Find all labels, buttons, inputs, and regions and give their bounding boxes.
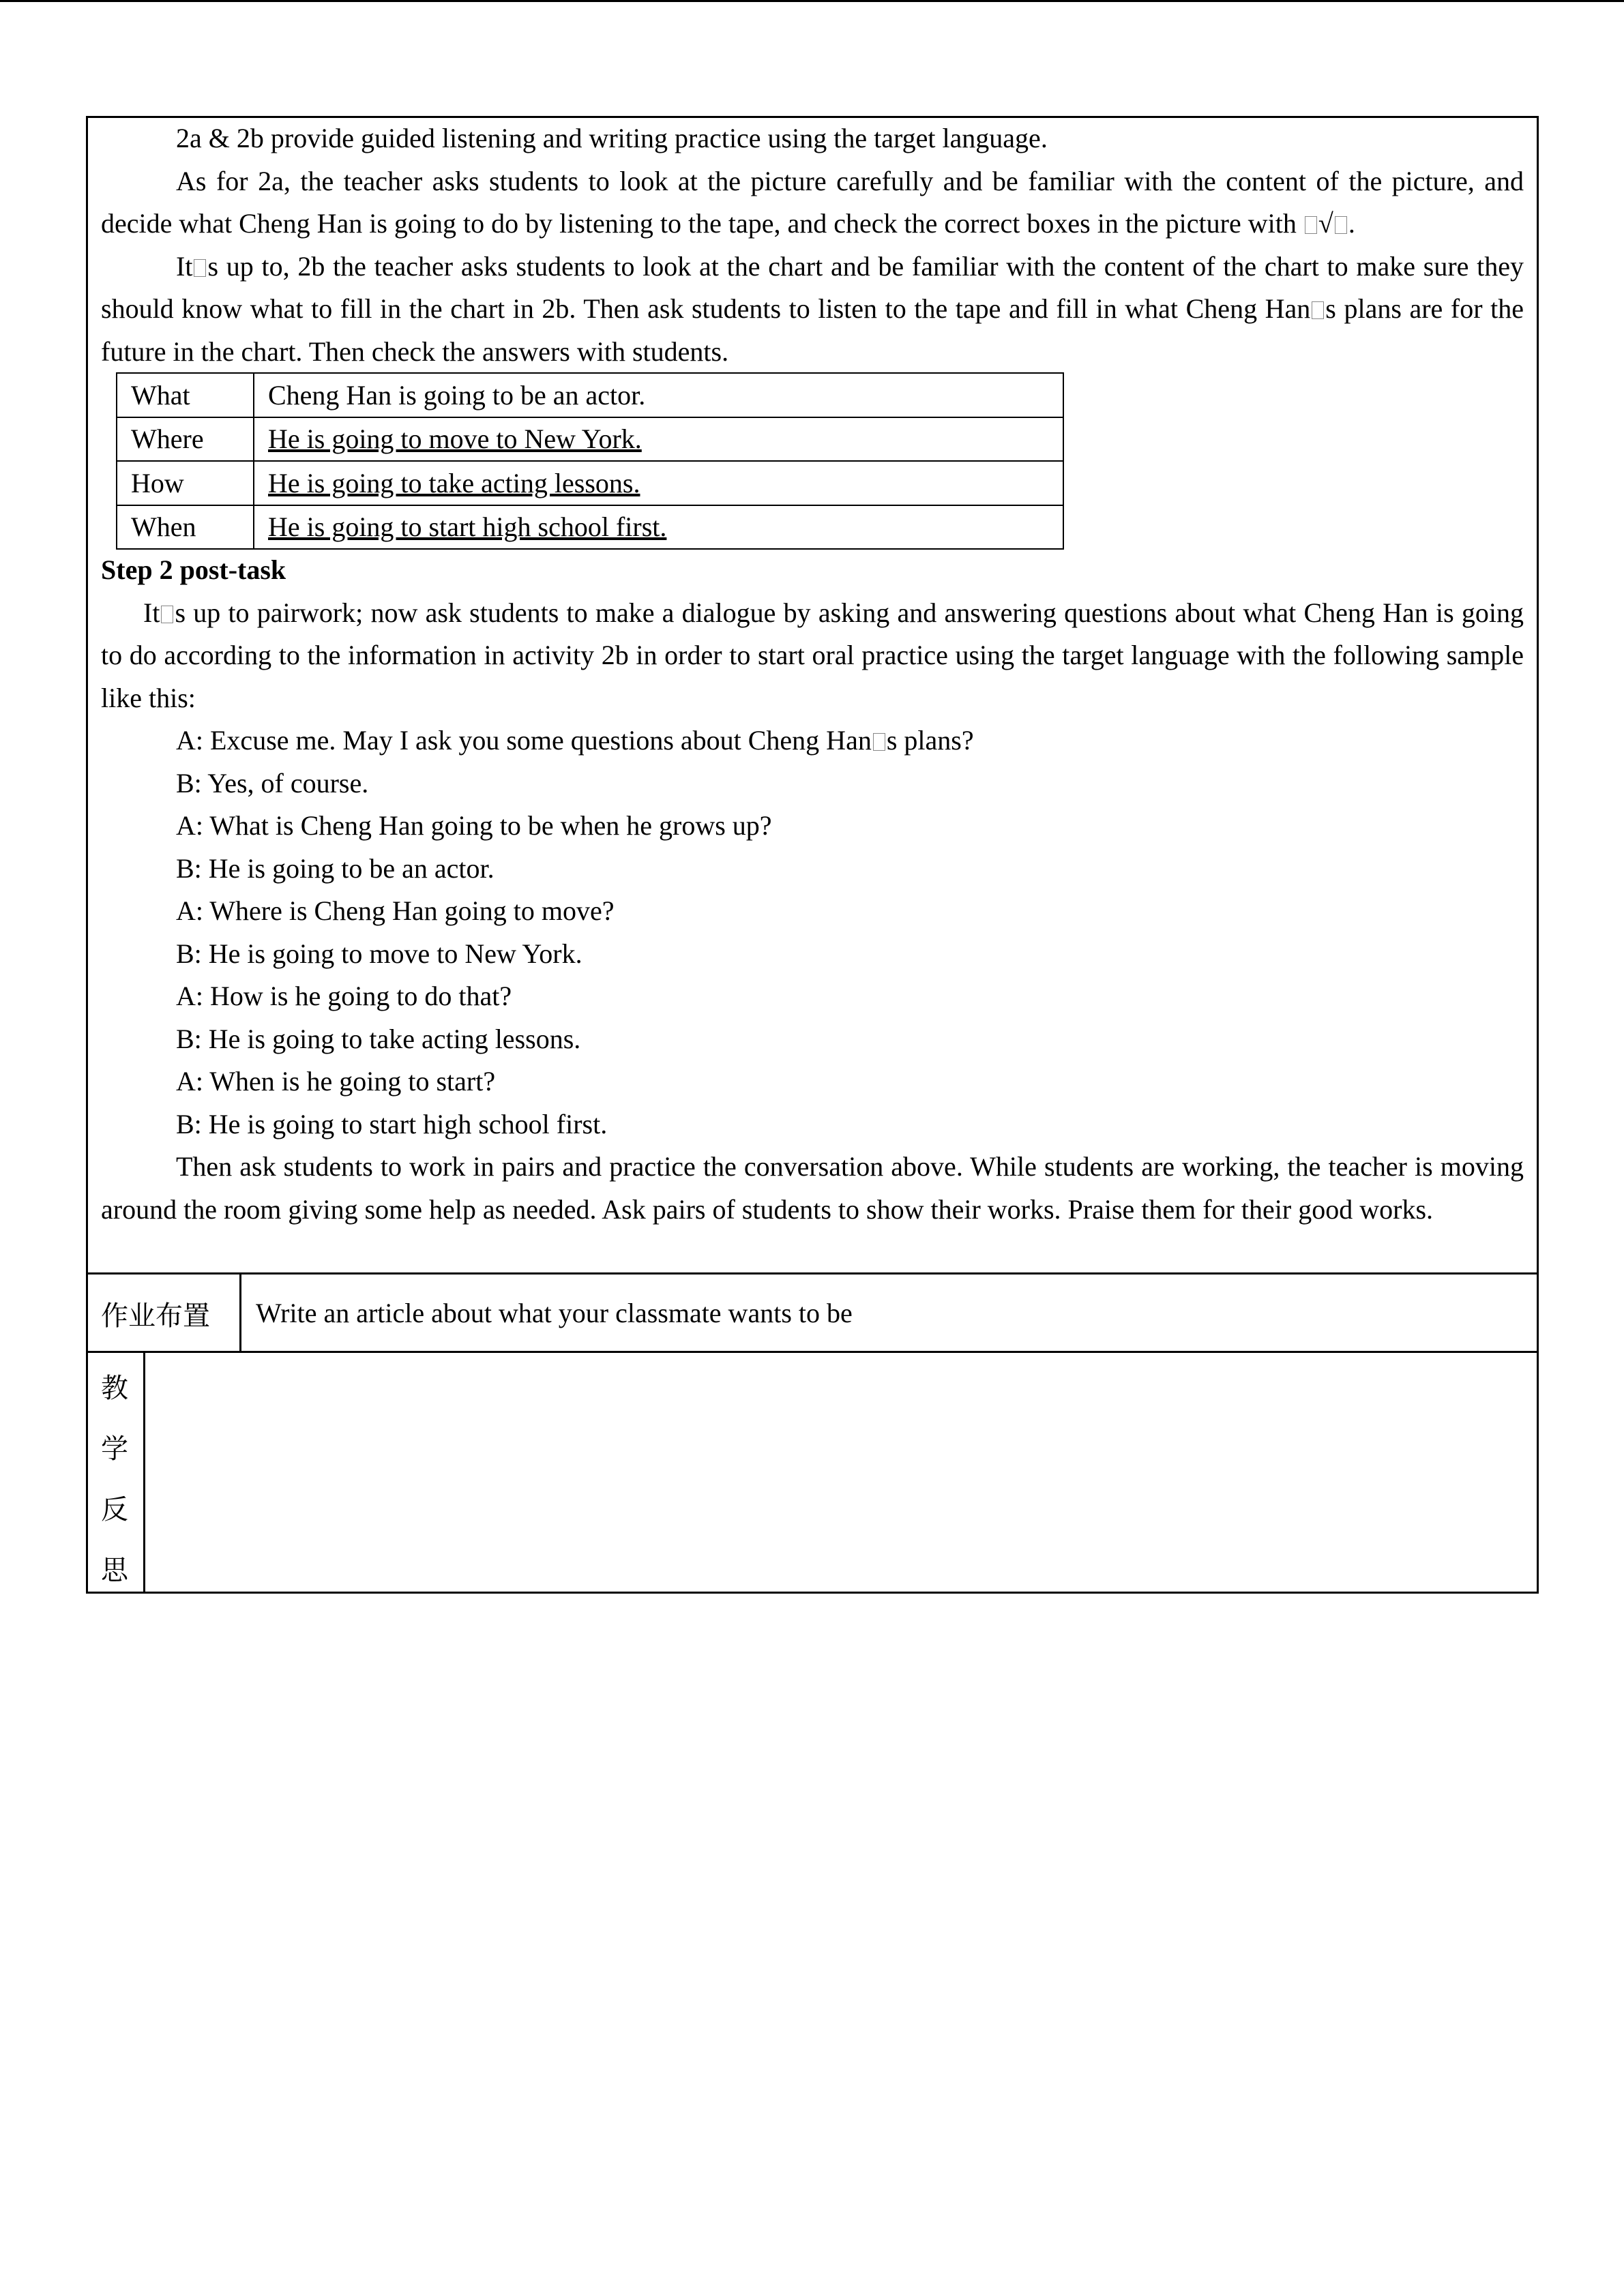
table-row	[117, 373, 1063, 417]
step2-intro	[101, 592, 1524, 720]
reflection-char: 学	[101, 1433, 128, 1465]
homework-column-divider	[239, 1272, 241, 1352]
paragraph-2a	[101, 160, 1524, 245]
chart-value-cell	[254, 505, 1063, 550]
chart-value: He is going to take acting lessons.	[268, 467, 640, 498]
step2-closing: Then ask students to work in pairs and practice the conversation above. While students are working, the teacher is moving around the room giving some help as needed. Ask pairs of students to show their works. Praise them for their good works.	[101, 1151, 1524, 1225]
paragraph-2b-a: It	[176, 250, 193, 282]
dialogue-line: A: When is he going to start?	[176, 1066, 496, 1097]
table-row	[117, 417, 1063, 462]
dialogue-line	[101, 719, 1524, 762]
chart-value-cell	[254, 417, 1063, 462]
dialogue-line-text: s plans?	[886, 725, 974, 756]
missing-glyph-box	[161, 606, 173, 623]
reflection-char: 教	[101, 1373, 128, 1404]
chart-value: Cheng Han is going to be an actor.	[254, 373, 1063, 417]
chart-key: Where	[117, 417, 254, 462]
table-row	[117, 461, 1063, 505]
chart-key: When	[117, 505, 254, 550]
dialogue-line: A: What is Cheng Han going to be when he grows up?	[176, 810, 772, 841]
plans-chart	[116, 372, 1064, 550]
chart-value: He is going to move to New York.	[268, 423, 642, 455]
dialogue-line: B: He is going to start high school first.	[176, 1108, 608, 1139]
paragraph-2b	[101, 245, 1524, 374]
chart-key: How	[117, 461, 254, 505]
missing-glyph-box	[1305, 216, 1317, 234]
paragraph-2b-b: s up to, 2b the teacher asks students to look at the chart and be familiar with the content of the chart to make sure they should know what to fill in the chart in 2b. Then ask students to listen to the tape and fill in what Cheng Han	[101, 250, 1524, 324]
step2-heading: Step 2 post-task	[101, 554, 286, 585]
dialogue-line: B: He is going to move to New York.	[176, 938, 582, 969]
reflection-label	[101, 1368, 131, 1611]
step2-intro-b: s up to pairwork; now ask students to make a dialogue by asking and answering questions about what Cheng Han is going to do according to the information in activity 2b in order to start oral practice using the target language with the following sample like this:	[101, 597, 1524, 713]
reflection-char: 思	[101, 1555, 128, 1586]
dialogue-line: A: Where is Cheng Han going to move?	[176, 895, 615, 926]
dialogue-line-text: A: Excuse me. May I ask you some questions about Cheng Han	[176, 725, 872, 756]
step2-intro-a: It	[143, 597, 160, 628]
page-top-border	[0, 0, 1624, 2]
paragraph-2b-c: s plans are for the future in the chart. Then check the answers with students.	[101, 293, 1524, 367]
homework-top-divider	[86, 1272, 1539, 1274]
missing-glyph-box	[1312, 301, 1324, 319]
check-mark: √	[1318, 208, 1333, 239]
dialogue-line: A: How is he going to do that?	[176, 981, 512, 1011]
paragraph-intro: 2a & 2b provide guided listening and writing practice using the target language.	[176, 123, 1048, 153]
dialogue-line: B: He is going to be an actor.	[176, 852, 494, 884]
homework-label: 作业布置	[101, 1300, 210, 1332]
reflection-char: 反	[101, 1494, 128, 1525]
paragraph-2a-end: .	[1348, 208, 1355, 239]
missing-glyph-box	[1335, 216, 1347, 234]
chart-value-cell	[254, 461, 1063, 505]
chart-value: He is going to start high school first.	[268, 511, 667, 543]
homework-text: Write an article about what your classmate wants to be	[256, 1298, 853, 1328]
table-row	[117, 505, 1063, 550]
missing-glyph-box	[873, 733, 885, 751]
reflection-top-divider	[86, 1351, 1539, 1353]
dialogue-line: B: Yes, of course.	[176, 767, 369, 799]
dialogue-line: B: He is going to take acting lessons.	[176, 1023, 581, 1054]
paragraph-2a-text: As for 2a, the teacher asks students to look at the picture carefully and be familiar with the content of the picture, and decide what Cheng Han is going to do by listening to the tape, and check the correct boxes in the picture with	[101, 165, 1524, 239]
missing-glyph-box	[194, 259, 206, 277]
chart-key: What	[117, 373, 254, 417]
lesson-content	[101, 117, 1524, 1231]
reflection-column-divider	[143, 1351, 145, 1594]
